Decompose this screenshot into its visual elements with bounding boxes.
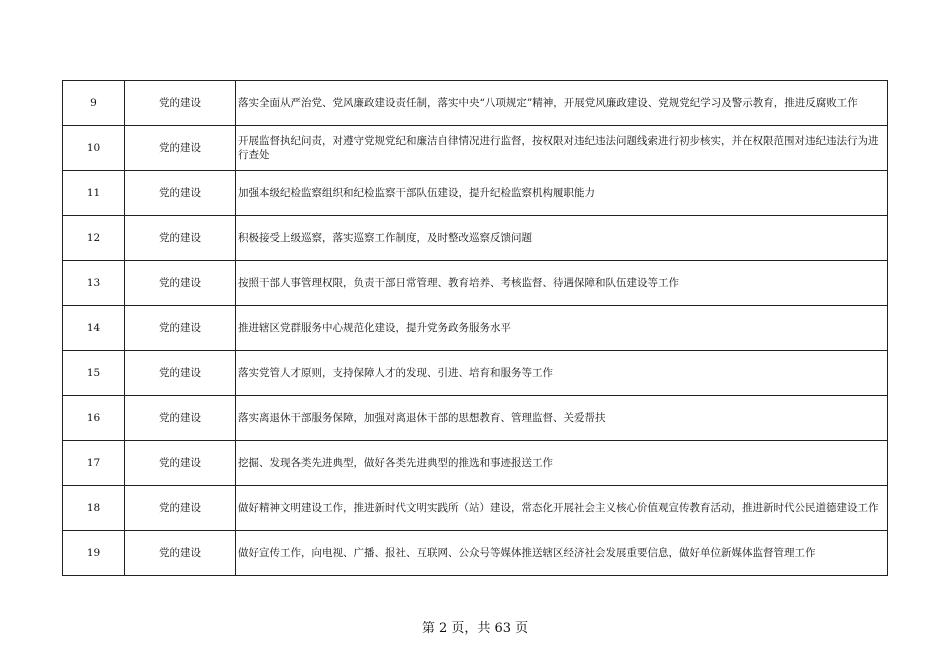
row-content: 落实党管人才原则，支持保障人才的发现、引进、培育和服务等工作: [236, 351, 888, 396]
row-number: 19: [63, 531, 125, 576]
row-category: 党的建设: [125, 81, 236, 126]
row-category: 党的建设: [125, 261, 236, 306]
row-content: 积极接受上级巡察，落实巡察工作制度，及时整改巡察反馈问题: [236, 216, 888, 261]
row-content: 推进辖区党群服务中心规范化建设，提升党务政务服务水平: [236, 306, 888, 351]
row-category: 党的建设: [125, 216, 236, 261]
row-number: 18: [63, 486, 125, 531]
row-content: 开展监督执纪问责，对遵守党规党纪和廉洁自律情况进行监督，按权限对违纪违法问题线索进行初步核实，并在权限范围对违纪违法行为进行查处: [236, 126, 888, 171]
table-row: [63, 261, 888, 306]
table-row: [63, 216, 888, 261]
table-row: [63, 126, 888, 171]
row-category: 党的建设: [125, 171, 236, 216]
table-row: [63, 81, 888, 126]
row-number: 11: [63, 171, 125, 216]
row-number: 10: [63, 126, 125, 171]
table-row: [63, 441, 888, 486]
table-row: [63, 351, 888, 396]
row-number: 12: [63, 216, 125, 261]
row-category: 党的建设: [125, 531, 236, 576]
row-number: 17: [63, 441, 125, 486]
table-body: [63, 81, 888, 576]
row-content: 做好精神文明建设工作，推进新时代文明实践所（站）建设，常态化开展社会主义核心价值观宣传教育活动，推进新时代公民道德建设工作: [236, 486, 888, 531]
row-category: 党的建设: [125, 486, 236, 531]
table-row: [63, 306, 888, 351]
page-number-footer: 第 2 页，共 63 页: [421, 621, 529, 636]
row-category: 党的建设: [125, 441, 236, 486]
row-number: 16: [63, 396, 125, 441]
row-category: 党的建设: [125, 306, 236, 351]
row-content: 加强本级纪检监察组织和纪检监察干部队伍建设，提升纪检监察机构履职能力: [236, 171, 888, 216]
row-number: 13: [63, 261, 125, 306]
row-category: 党的建设: [125, 351, 236, 396]
row-category: 党的建设: [125, 126, 236, 171]
table-row: [63, 486, 888, 531]
row-content: 挖掘、发现各类先进典型，做好各类先进典型的推选和事迹报送工作: [236, 441, 888, 486]
row-content: 落实全面从严治党、党风廉政建设责任制，落实中央“八项规定”精神，开展党风廉政建设、党规党纪学习及警示教育，推进反腐败工作: [236, 81, 888, 126]
row-category: 党的建设: [125, 396, 236, 441]
row-content: 落实离退休干部服务保障，加强对离退休干部的思想教育、管理监督、关爱帮扶: [236, 396, 888, 441]
table-row: [63, 171, 888, 216]
row-content: 按照干部人事管理权限，负责干部日常管理、教育培养、考核监督、待遇保障和队伍建设等工作: [236, 261, 888, 306]
row-content: 做好宣传工作，向电视、广播、报社、互联网、公众号等媒体推送辖区经济社会发展重要信息，做好单位新媒体监督管理工作: [236, 531, 888, 576]
table-row: [63, 531, 888, 576]
row-number: 15: [63, 351, 125, 396]
row-number: 14: [63, 306, 125, 351]
duty-table: [62, 80, 888, 576]
row-number: 9: [63, 81, 125, 126]
table-row: [63, 396, 888, 441]
